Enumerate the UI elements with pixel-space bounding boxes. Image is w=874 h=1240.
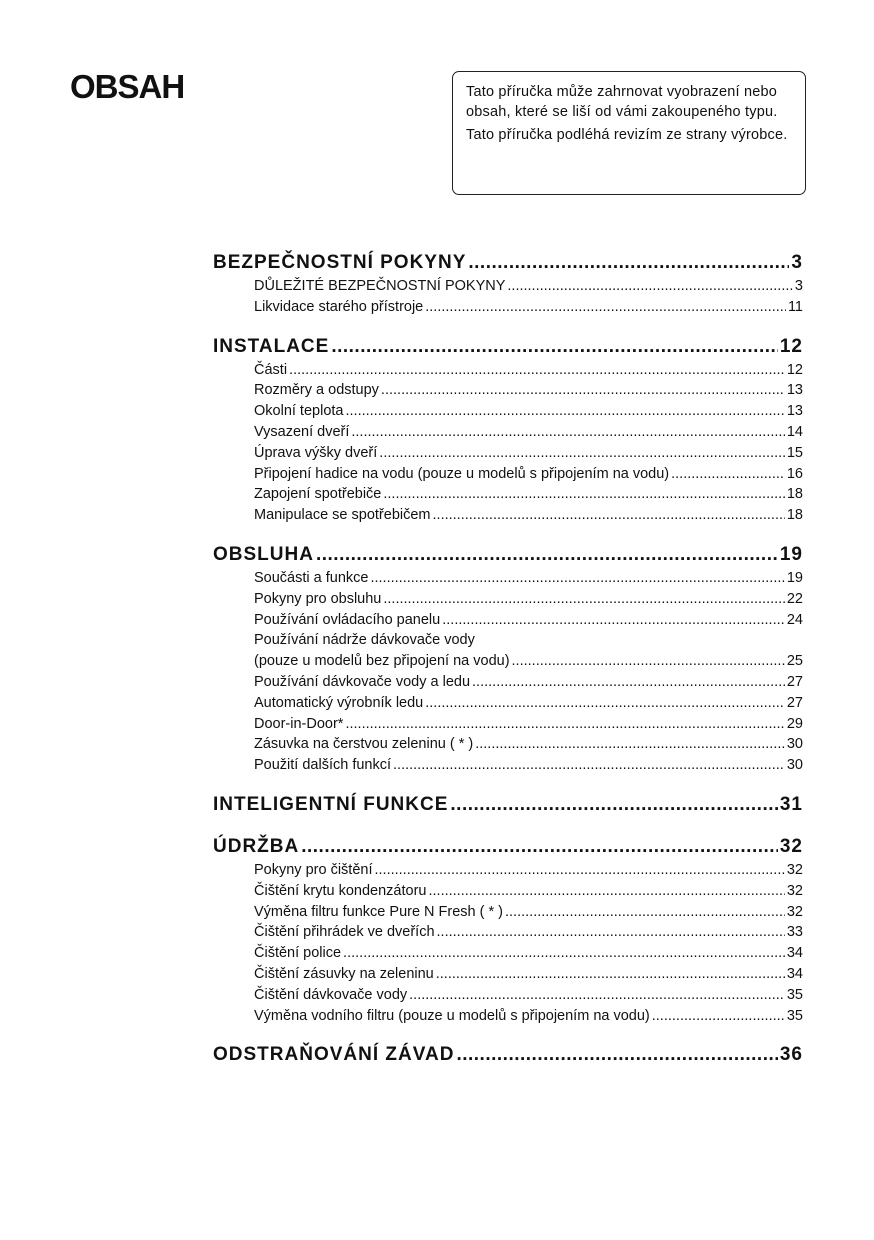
toc-item-page: 3 bbox=[794, 278, 803, 294]
toc-leader bbox=[437, 922, 785, 943]
toc-item-label: Části bbox=[254, 361, 288, 378]
toc-section bbox=[213, 542, 803, 776]
toc-leader bbox=[289, 360, 785, 381]
toc-leader bbox=[475, 734, 785, 755]
toc-item-page: 11 bbox=[787, 298, 803, 315]
toc-leader bbox=[671, 464, 785, 485]
toc-subitem-list bbox=[213, 568, 803, 776]
toc-item[interactable] bbox=[254, 422, 803, 443]
toc-item-label: Pokyny pro čištění bbox=[254, 861, 373, 878]
toc-item[interactable] bbox=[254, 380, 803, 401]
toc-item-label: Door-in-Door* bbox=[254, 715, 344, 732]
toc-item-label: Používání nádrže dávkovače vody bbox=[254, 632, 475, 649]
toc-leader bbox=[343, 943, 785, 964]
toc-item[interactable] bbox=[254, 693, 803, 714]
toc-section-page: 12 bbox=[779, 335, 803, 357]
toc-item-page: 30 bbox=[786, 757, 803, 774]
toc-leader bbox=[370, 568, 784, 589]
toc-item-page: 16 bbox=[786, 465, 803, 482]
toc-section bbox=[213, 834, 803, 1026]
toc-section-page: 19 bbox=[779, 543, 803, 565]
toc-item-label: Čištění police bbox=[254, 945, 342, 962]
toc-item-page: 25 bbox=[786, 653, 803, 670]
toc-item[interactable] bbox=[254, 734, 803, 755]
toc-item[interactable] bbox=[254, 943, 803, 964]
toc-section bbox=[213, 250, 803, 318]
toc-item[interactable] bbox=[254, 464, 803, 485]
toc-item-page: 35 bbox=[786, 1007, 803, 1024]
toc-item[interactable] bbox=[254, 922, 803, 943]
toc-subitem-list bbox=[213, 276, 803, 318]
toc-leader bbox=[316, 542, 778, 568]
toc-item-label: Čištění přihrádek ve dveřích bbox=[254, 924, 435, 941]
toc-item[interactable] bbox=[254, 360, 803, 381]
toc-item-page: 29 bbox=[786, 715, 803, 732]
toc-section-heading[interactable] bbox=[213, 834, 803, 860]
toc-item-page: 33 bbox=[786, 924, 803, 941]
toc-item[interactable] bbox=[254, 755, 803, 776]
toc-item[interactable] bbox=[254, 714, 803, 735]
toc-subitem-list bbox=[213, 360, 803, 526]
toc-leader bbox=[652, 1006, 785, 1027]
toc-section-title: OBSLUHA bbox=[213, 543, 314, 565]
toc-item-page: 18 bbox=[786, 507, 803, 524]
toc-item[interactable] bbox=[254, 672, 803, 693]
toc-item[interactable] bbox=[254, 610, 803, 631]
toc-section bbox=[213, 792, 803, 818]
toc-item[interactable] bbox=[254, 630, 803, 672]
toc-leader bbox=[381, 380, 785, 401]
toc-item-label: Automatický výrobník ledu bbox=[254, 694, 424, 711]
toc-item-label: Použití dalších funkcí bbox=[254, 757, 392, 774]
toc-item[interactable] bbox=[254, 568, 803, 589]
toc-leader bbox=[456, 1042, 777, 1068]
toc-item-page: 30 bbox=[786, 736, 803, 753]
toc-leader bbox=[425, 297, 786, 318]
toc-leader bbox=[468, 250, 789, 276]
toc-section bbox=[213, 1042, 803, 1068]
toc-leader bbox=[345, 714, 784, 735]
toc-item-label: Vysazení dveří bbox=[254, 423, 350, 440]
toc-leader bbox=[507, 276, 793, 297]
toc-section-title: INSTALACE bbox=[213, 335, 330, 357]
table-of-contents bbox=[213, 250, 803, 1084]
toc-section-page: 3 bbox=[791, 252, 803, 273]
toc-section-heading[interactable] bbox=[213, 792, 803, 818]
toc-item-label: Úprava výšky dveří bbox=[254, 444, 378, 461]
toc-leader bbox=[512, 651, 785, 672]
toc-leader bbox=[425, 693, 785, 714]
notice-box bbox=[452, 71, 806, 195]
page-title: OBSAH bbox=[70, 68, 185, 105]
toc-item-label: Čištění krytu kondenzátoru bbox=[254, 882, 427, 899]
toc-item-label: Likvidace starého přístroje bbox=[254, 298, 424, 315]
toc-item-page: 18 bbox=[786, 486, 803, 503]
toc-leader bbox=[393, 755, 785, 776]
toc-leader bbox=[331, 334, 778, 360]
toc-subitem-list bbox=[213, 860, 803, 1026]
toc-leader bbox=[436, 964, 785, 985]
toc-item-label: Pokyny pro obsluhu bbox=[254, 590, 382, 607]
toc-item-label: Čištění zásuvky na zeleninu bbox=[254, 965, 434, 982]
toc-item-label: Používání ovládacího panelu bbox=[254, 611, 441, 628]
toc-item-label: Zásuvka na čerstvou zeleninu ( * ) bbox=[254, 736, 474, 753]
toc-section-title: ÚDRŽBA bbox=[213, 835, 300, 857]
toc-section-heading[interactable] bbox=[213, 1042, 803, 1068]
toc-item[interactable] bbox=[254, 881, 803, 902]
toc-item[interactable] bbox=[254, 985, 803, 1006]
toc-item-label: Připojení hadice na vodu (pouze u modelů s připojením na vodu) bbox=[254, 465, 670, 482]
toc-section-title: INTELIGENTNÍ FUNKCE bbox=[213, 793, 449, 815]
toc-item[interactable] bbox=[254, 964, 803, 985]
toc-item[interactable] bbox=[254, 401, 803, 422]
toc-leader bbox=[374, 860, 784, 881]
toc-item[interactable] bbox=[254, 1006, 803, 1027]
toc-item-page: 14 bbox=[786, 423, 803, 440]
toc-item[interactable] bbox=[254, 297, 803, 318]
toc-item-label-continued: (pouze u modelů bez připojení na vodu) bbox=[254, 653, 510, 670]
toc-item-label: Používání dávkovače vody a ledu bbox=[254, 673, 471, 690]
toc-leader bbox=[383, 589, 785, 610]
toc-item-label: Zapojení spotřebiče bbox=[254, 486, 382, 503]
toc-item-page: 19 bbox=[786, 569, 803, 586]
toc-section-title: BEZPEČNOSTNÍ POKYNY bbox=[213, 252, 467, 273]
notice-text-2: Tato příručka podléhá revizím ze strany výrobce. bbox=[466, 127, 788, 143]
toc-item-page: 35 bbox=[786, 986, 803, 1003]
toc-leader bbox=[379, 443, 785, 464]
toc-item-page: 27 bbox=[786, 694, 803, 711]
toc-item[interactable] bbox=[254, 860, 803, 881]
toc-leader bbox=[472, 672, 785, 693]
toc-section-title: ODSTRAŇOVÁNÍ ZÁVAD bbox=[213, 1044, 455, 1066]
toc-section bbox=[213, 334, 803, 526]
toc-item[interactable] bbox=[254, 902, 803, 923]
toc-section-heading[interactable] bbox=[213, 334, 803, 360]
toc-item-label: Čištění dávkovače vody bbox=[254, 986, 408, 1003]
toc-item-label: Výměna vodního filtru (pouze u modelů s připojením na vodu) bbox=[254, 1007, 650, 1024]
toc-leader bbox=[301, 834, 778, 860]
toc-item[interactable] bbox=[254, 589, 803, 610]
toc-item-label: Součásti a funkce bbox=[254, 569, 369, 586]
toc-item-page: 22 bbox=[786, 590, 803, 607]
toc-item-page: 13 bbox=[786, 382, 803, 399]
toc-item-page: 24 bbox=[786, 611, 803, 628]
toc-item-page: 34 bbox=[786, 965, 803, 982]
toc-section-heading[interactable] bbox=[213, 542, 803, 568]
toc-item-label: Manipulace se spotřebičem bbox=[254, 507, 431, 524]
toc-leader bbox=[409, 985, 785, 1006]
toc-leader bbox=[433, 505, 785, 526]
toc-item[interactable] bbox=[254, 505, 803, 526]
toc-item-label: Rozměry a odstupy bbox=[254, 382, 379, 399]
toc-leader bbox=[351, 422, 784, 443]
toc-leader bbox=[442, 610, 785, 631]
toc-item[interactable] bbox=[254, 276, 803, 297]
toc-item-label: Okolní teplota bbox=[254, 403, 344, 420]
toc-item-page: 15 bbox=[786, 444, 803, 461]
toc-section-page: 31 bbox=[779, 793, 803, 815]
toc-item-page: 32 bbox=[786, 861, 803, 878]
notice-text-1: Tato příručka může zahrnovat vyobrazení nebo obsah, které se liší od vámi zakoupeného typu. bbox=[466, 84, 778, 120]
toc-item-page: 12 bbox=[786, 361, 803, 378]
toc-item-page: 32 bbox=[786, 882, 803, 899]
toc-item-page: 13 bbox=[786, 403, 803, 420]
toc-leader bbox=[345, 401, 784, 422]
toc-leader bbox=[505, 902, 785, 923]
toc-item-label: Výměna filtru funkce Pure N Fresh ( * ) bbox=[254, 903, 503, 920]
toc-item-label: DŮLEŽITÉ BEZPEČNOSTNÍ POKYNY bbox=[254, 278, 506, 294]
toc-item-page: 32 bbox=[786, 903, 803, 920]
toc-leader bbox=[383, 484, 785, 505]
toc-item[interactable] bbox=[254, 443, 803, 464]
toc-leader bbox=[428, 881, 784, 902]
toc-section-page: 32 bbox=[779, 835, 803, 857]
toc-section-heading[interactable] bbox=[213, 250, 803, 276]
toc-item-page: 34 bbox=[786, 945, 803, 962]
toc-section-page: 36 bbox=[779, 1044, 803, 1066]
toc-item-page: 27 bbox=[786, 673, 803, 690]
toc-leader bbox=[450, 792, 777, 818]
toc-item[interactable] bbox=[254, 484, 803, 505]
